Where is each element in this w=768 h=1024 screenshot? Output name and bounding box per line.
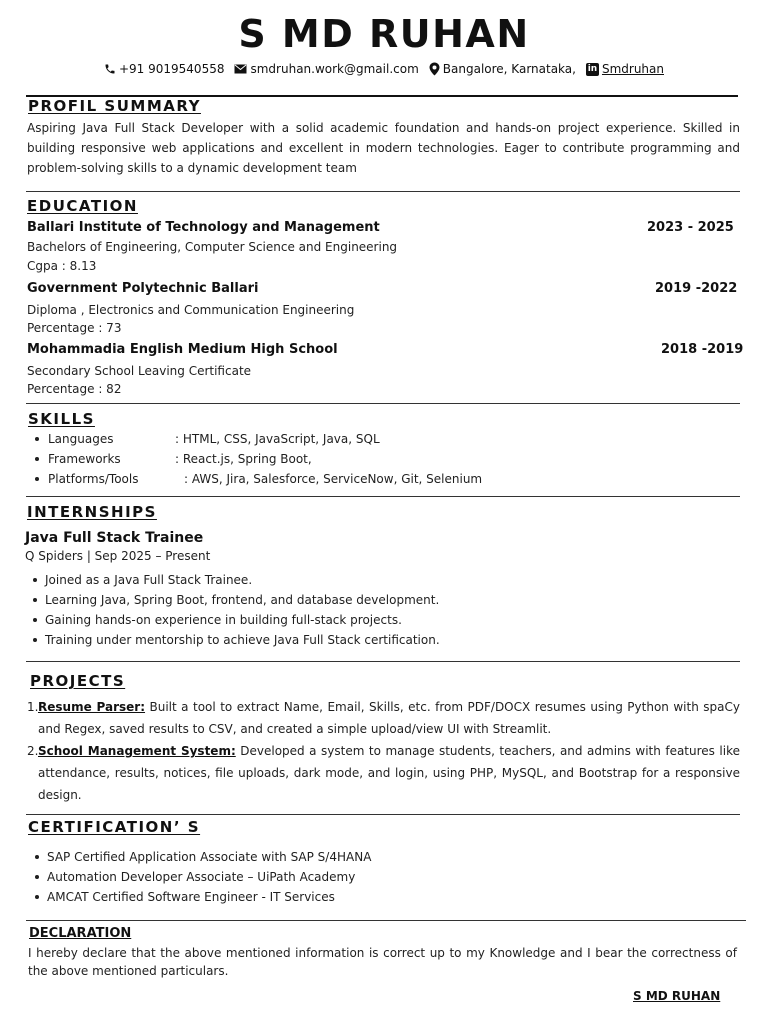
phone-icon xyxy=(104,63,116,75)
email-text: smdruhan.work@gmail.com xyxy=(250,62,419,76)
phone-text: +91 9019540558 xyxy=(118,62,225,76)
divider-education xyxy=(26,191,740,192)
education-score-2: Percentage : 73 xyxy=(27,321,122,335)
divider-skills xyxy=(26,403,740,404)
education-heading: EDUCATION xyxy=(27,197,138,215)
contact-location xyxy=(429,62,576,76)
project-item-1 xyxy=(27,696,740,740)
education-school-3: Mohammadia English Medium High School xyxy=(27,342,338,357)
skills-heading: SKILLS xyxy=(28,410,95,428)
summary-heading: PROFIL SUMMARY xyxy=(28,97,201,115)
divider-projects xyxy=(26,661,740,662)
contact-email[interactable] xyxy=(234,62,418,76)
project-title: School Management System: xyxy=(38,744,236,758)
internship-role: Java Full Stack Trainee xyxy=(25,530,204,546)
contact-phone xyxy=(104,62,225,76)
skill-row-languages xyxy=(27,429,727,449)
candidate-name: S MD RUHAN xyxy=(238,12,530,56)
list-item: Learning Java, Spring Boot, frontend, and database development. xyxy=(27,590,440,610)
declaration-heading: DECLARATION xyxy=(29,926,132,941)
education-school-1: Ballari Institute of Technology and Management xyxy=(27,220,380,235)
certification-bullets xyxy=(29,847,371,907)
linkedin-icon: in xyxy=(587,63,598,74)
divider-declaration xyxy=(26,920,746,921)
location-text: Bangalore, Karnataka, xyxy=(442,62,576,76)
project-number: 1. xyxy=(27,700,39,714)
skill-label: Platforms/Tools xyxy=(48,472,139,486)
contact-bar xyxy=(0,62,768,76)
list-item: SAP Certified Application Associate with SAP S/4HANA xyxy=(29,847,371,867)
education-degree-2: Diploma , Electronics and Communication Engineering xyxy=(27,303,355,317)
education-years-2: 2019 -2022 xyxy=(655,281,738,296)
education-score-3: Percentage : 82 xyxy=(27,382,122,396)
divider-certifications xyxy=(26,814,740,815)
declaration-text: I hereby declare that the above mentioned information is correct up to my Knowledge and I bear the correctness of the above mentioned particulars. xyxy=(28,946,737,978)
internship-bullets xyxy=(27,570,440,650)
education-degree-1: Bachelors of Engineering, Computer Science and Engineering xyxy=(27,240,398,254)
list-item: AMCAT Certified Software Engineer - IT Services xyxy=(29,887,371,907)
signature-name: S MD RUHAN xyxy=(633,989,721,1003)
skill-value: : React.js, Spring Boot, xyxy=(175,452,312,466)
education-score-1: Cgpa : 8.13 xyxy=(27,259,97,273)
project-number: 2. xyxy=(27,744,39,758)
contact-linkedin[interactable] xyxy=(586,62,664,76)
projects-heading: PROJECTS xyxy=(30,672,126,690)
list-item: Automation Developer Associate – UiPath Academy xyxy=(29,867,371,887)
location-pin-icon xyxy=(429,62,440,76)
skill-value: : AWS, Jira, Salesforce, ServiceNow, Git, Selenium xyxy=(184,472,483,486)
skills-list xyxy=(27,429,727,489)
education-school-2: Government Polytechnic Ballari xyxy=(27,281,259,296)
skill-value: : HTML, CSS, JavaScript, Java, SQL xyxy=(175,432,380,446)
project-title: Resume Parser: xyxy=(38,700,146,714)
skill-label: Languages xyxy=(48,432,114,446)
skill-row-platforms-tools xyxy=(27,469,727,489)
divider-internships xyxy=(26,496,740,497)
education-degree-3: Secondary School Leaving Certificate xyxy=(27,364,252,378)
education-years-3: 2018 -2019 xyxy=(661,342,744,357)
linkedin-link[interactable]: Smdruhan xyxy=(601,62,664,76)
list-item: Training under mentorship to achieve Java Full Stack certification. xyxy=(27,630,440,650)
internships-heading: INTERNSHIPS xyxy=(27,503,157,521)
summary-text: Aspiring Java Full Stack Developer with a solid academic foundation and hands-on project experience. Skilled in building responsive web applications and excellent in modern technologies. Eager to contribute programming and problem-solving skills to a dynamic development team xyxy=(27,121,740,175)
certifications-heading: CERTIFICATION’ S xyxy=(28,818,201,836)
project-description: Developed a system to manage students, teachers, and admins with features like attendance, results, notices, file uploads, dark mode, and login, using PHP, MySQL, and Bootstrap for a responsive design. xyxy=(38,744,741,802)
education-years-1: 2023 - 2025 xyxy=(647,220,734,235)
mail-icon xyxy=(234,64,247,74)
internship-org: Q Spiders | Sep 2025 – Present xyxy=(25,549,211,563)
project-description: Built a tool to extract Name, Email, Skills, etc. from PDF/DOCX resumes using Python with spaCy and Regex, saved results to CSV, and created a simple upload/view UI with Streamlit. xyxy=(38,700,740,736)
list-item: Joined as a Java Full Stack Trainee. xyxy=(27,570,440,590)
skill-label: Frameworks xyxy=(48,452,121,466)
skill-row-frameworks xyxy=(27,449,727,469)
list-item: Gaining hands-on experience in building full-stack projects. xyxy=(27,610,440,630)
project-item-2 xyxy=(27,740,741,806)
